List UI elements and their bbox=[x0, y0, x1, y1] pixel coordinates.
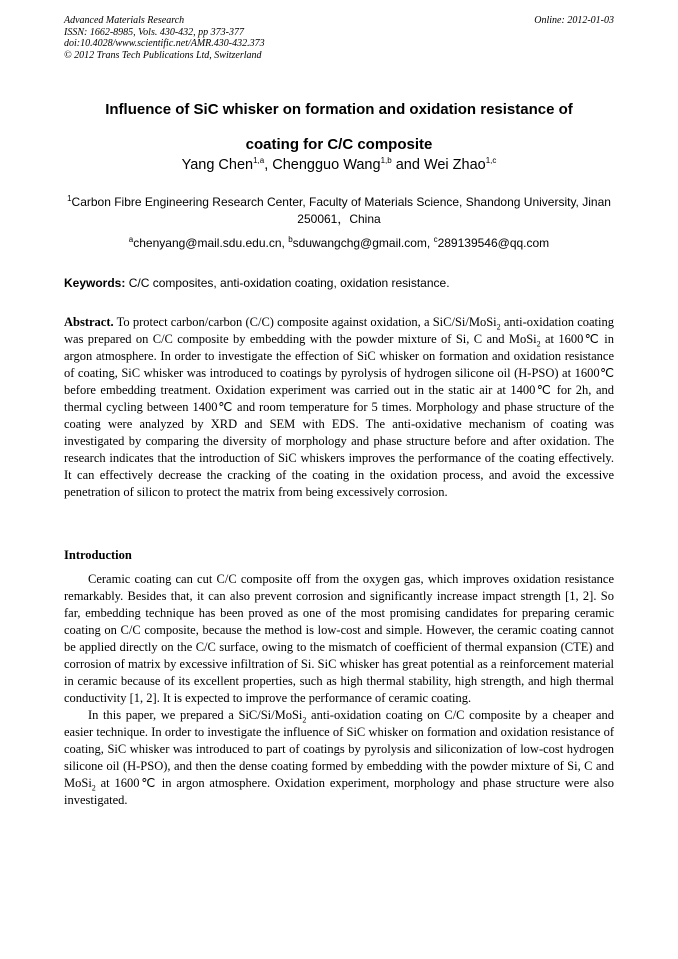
intro-paragraph-2 bbox=[64, 707, 614, 809]
affiliation-number: 1 bbox=[67, 194, 72, 203]
email-c[interactable]: 289139546@qq.com bbox=[437, 236, 550, 250]
email-list bbox=[64, 236, 614, 250]
journal-header bbox=[64, 15, 614, 61]
email-c-mark: c bbox=[433, 235, 438, 244]
affiliation bbox=[64, 194, 614, 228]
abstract-text-3: at 1600℃ in argon atmosphere. In order to investigate the effection of SiC whisker on formation and oxidation resistance of coating, SiC whisker was introduced to coatings by pyrolysis of hydrogen silicone oil (H-PSO) at 1600℃ before embedding treatment. Oxidation experiment was carried out in the static air at 1400℃ for 2h, and thermal cycling between 1400℃ and room temperature for 5 times. Morphology and phase structure of the coating were analyzed by XRD and SEM with EDS. The anti-oxidative mechanism of coating was investigated by comparing the diversity of morphology and phase structure before and after oxidation. The research indicates that the introduction of SiC whiskers improves the performance of the coating effectively. It can effectively decrease the cracking of the coating in the oxidation process, and avoid the excessive penetration of silicon to protect the matrix from being excessively corrosion. bbox=[64, 332, 614, 499]
email-b-mark: b bbox=[288, 235, 293, 244]
intro-p2-subscript-2: 2 bbox=[91, 783, 96, 793]
intro-p2-text-3: at 1600℃ in argon atmosphere. Oxidation experiment, morphology and phase structure were also investigated. bbox=[64, 776, 614, 807]
abstract-text-2: anti-oxidation coating was prepared on C/C composite by embedding with the powder mixture of Si, C and MoSi bbox=[64, 315, 614, 346]
abstract-text-1: To protect carbon/carbon (C/C) composite against oxidation, a SiC/Si/MoSi bbox=[113, 315, 497, 329]
abstract-subscript-1: 2 bbox=[496, 322, 501, 332]
doi-line: doi:10.4028/www.scientific.net/AMR.430-432.373 bbox=[64, 38, 265, 49]
author-sep-2: and bbox=[391, 157, 424, 173]
keywords-label: Keywords: bbox=[64, 276, 126, 290]
author-2-affil: 1,b bbox=[380, 156, 392, 166]
section-heading-introduction: Introduction bbox=[64, 548, 132, 562]
abstract bbox=[64, 314, 614, 501]
keywords bbox=[64, 276, 614, 290]
journal-name: Advanced Materials Research bbox=[64, 15, 185, 26]
introduction-body bbox=[64, 571, 614, 809]
author-list bbox=[64, 157, 614, 173]
author-1-affil: 1,a bbox=[253, 156, 265, 166]
online-date: Online: 2012-01-03 bbox=[534, 15, 614, 26]
intro-p2-text-1: In this paper, we prepared a SiC/Si/MoSi bbox=[88, 708, 303, 722]
paper-title bbox=[64, 92, 614, 162]
author-2: Chengguo Wang bbox=[272, 157, 381, 173]
affiliation-text: Carbon Fibre Engineering Research Center, Faculty of Materials Science, Shandong University, Jinan 250061，China bbox=[71, 195, 611, 226]
title-line-2: coating for C/C composite bbox=[245, 136, 433, 153]
title-line-1: Influence of SiC whisker on formation and oxidation resistance of bbox=[105, 101, 573, 118]
email-a-mark: a bbox=[128, 235, 134, 244]
issn-line: ISSN: 1662-8985, Vols. 430-432, pp 373-377 bbox=[64, 26, 244, 38]
copyright-line: © 2012 Trans Tech Publications Ltd, Switzerland bbox=[64, 49, 262, 61]
email-a[interactable]: chenyang@mail.sdu.edu.cn, bbox=[133, 236, 289, 250]
email-b[interactable]: sduwangchg@gmail.com, bbox=[292, 236, 434, 250]
intro-p2-subscript-1: 2 bbox=[302, 715, 307, 725]
author-3-affil: 1,c bbox=[485, 156, 497, 166]
intro-paragraph-1: Ceramic coating can cut C/C composite off from the oxygen gas, which improves oxidation resistance remarkably. Besides that, it can also prevent corrosion and significantly increase impact strength [1, 2]. So far, embedding technique has been proved as one of the most promising candidates for preparing ceramic coating on C/C composite, because the method is low-cost and simple. However, the ceramic coating cannot be applied directly on the C/C surface, owing to the mismatch of coefficient of thermal expansion (CTE) and corrosion of matrix by excessive infiltration of Si. SiC whisker has great potential as a reinforcement material in ceramic because of its excellent properties, such as high thermal stability, high strength, and high thermal conductivity [1, 2]. It is expected to improve the performance of ceramic coating. bbox=[64, 572, 614, 705]
keywords-text: C/C composites, anti-oxidation coating, oxidation resistance. bbox=[125, 276, 450, 290]
abstract-label: Abstract. bbox=[64, 315, 114, 329]
intro-p2-text-2: anti-oxidation coating on C/C composite by a cheaper and easier technique. In order to investigate the influence of SiC whisker on formation and oxidation resistance of coating, SiC whisker was introduced to part of coatings by pyrolysis and siliconization of low-cost hydrogen silicone oil (H-PSO), and then the dense coating formed by embedding with the powder mixture of Si, C and MoSi bbox=[64, 708, 614, 790]
author-3: Wei Zhao bbox=[423, 157, 486, 173]
author-sep-1: , bbox=[264, 157, 273, 173]
author-1: Yang Chen bbox=[181, 157, 254, 173]
abstract-subscript-2: 2 bbox=[536, 339, 541, 349]
